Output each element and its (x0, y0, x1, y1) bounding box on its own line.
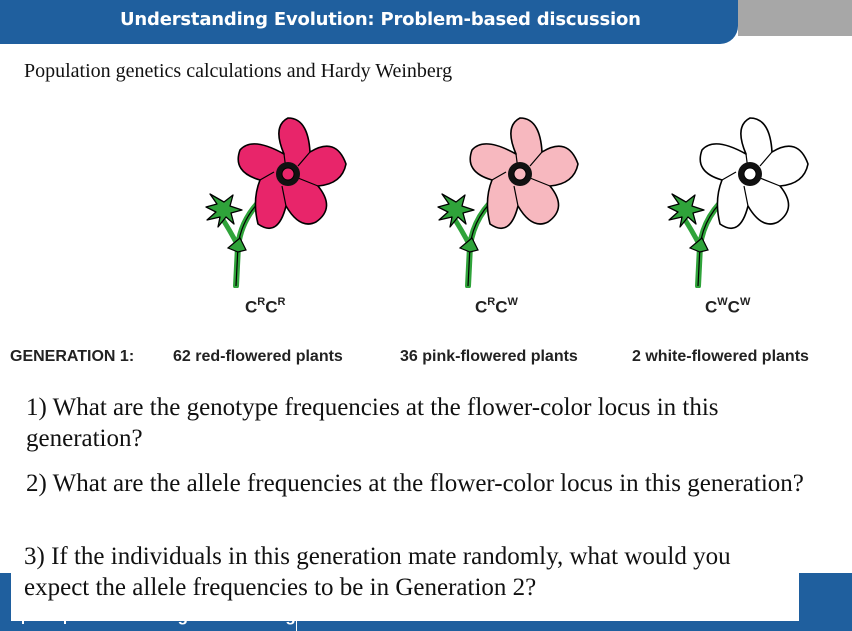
gene-letter: C (475, 297, 488, 317)
allele-superscript: R (277, 296, 286, 308)
gene-letter: C (265, 297, 278, 317)
question-1: 1) What are the genotype frequencies at the flower-color locus in this generation? (26, 394, 719, 452)
gene-letter: C (495, 297, 508, 317)
allele-superscript: W (739, 296, 751, 308)
count-red-plants: 62 red-flowered plants (173, 348, 343, 365)
question-2: 2) What are the allele frequencies at the flower-color locus in this generation? (26, 470, 804, 497)
count-white-plants: 2 white-flowered plants (632, 348, 809, 365)
header-accent-block (738, 0, 852, 36)
pink-flower-icon (392, 96, 592, 288)
allele-superscript: R (487, 296, 496, 308)
red-flower-icon (160, 96, 360, 288)
slide-title: Understanding Evolution: Problem-based discussion (120, 9, 641, 30)
gene-letter: C (245, 297, 258, 317)
gene-letter: C (727, 297, 740, 317)
question-3: 3) If the individuals in this generation mate randomly, what would you expect the allele frequencies to be in Generation 2? (24, 543, 731, 601)
title-bar (0, 0, 738, 44)
allele-superscript: W (507, 296, 518, 308)
genotype-label-red (245, 297, 285, 318)
gene-letter: C (705, 297, 718, 317)
generation-label: GENERATION 1: (10, 348, 135, 365)
white-flower-icon (622, 96, 822, 288)
count-pink-plants: 36 pink-flowered plants (400, 348, 578, 365)
allele-superscript: W (717, 296, 728, 308)
allele-superscript: R (257, 296, 266, 308)
genotype-label-white (705, 297, 750, 318)
slide-subtitle: Population genetics calculations and Hardy Weinberg (24, 60, 453, 82)
genotype-label-pink (475, 297, 518, 318)
